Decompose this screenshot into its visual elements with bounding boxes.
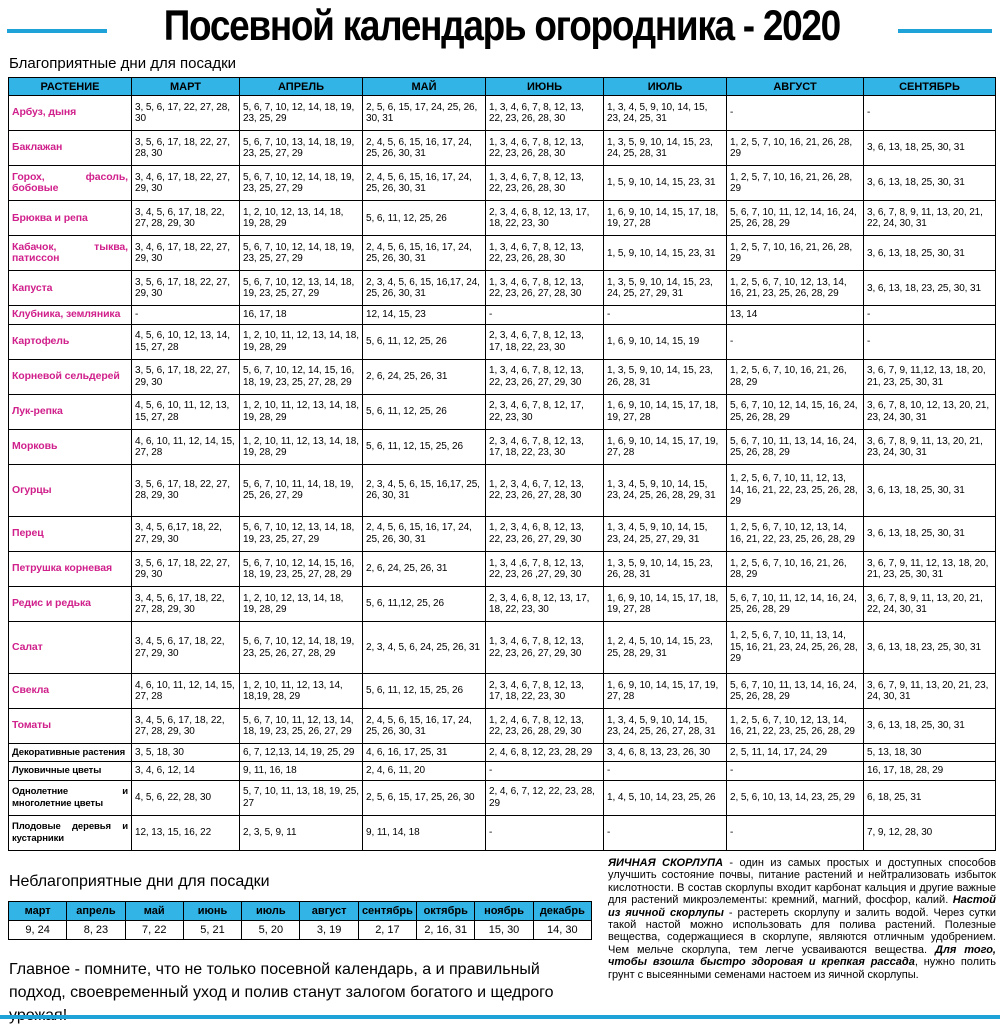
days-cell: 1, 6, 9, 10, 14, 15, 17, 18, 19, 27, 28 xyxy=(604,587,727,622)
plant-name: Баклажан xyxy=(9,131,132,166)
days-cell: 1, 3, 4, 6, 7, 8, 12, 13, 22, 23, 26, 27, 29, 30 xyxy=(486,622,604,674)
days-cell: 1, 6, 9, 10, 14, 15, 19 xyxy=(604,324,727,359)
days-cell: 6, 7, 12,13, 14, 19, 25, 29 xyxy=(240,744,363,762)
days-cell: 1, 2, 5, 6, 7, 10, 12, 13, 14, 16, 21, 22, 23, 25, 26, 28, 29 xyxy=(727,709,864,744)
days-cell: 2, 6, 24, 25, 26, 31 xyxy=(363,552,486,587)
days-cell: 5, 6, 11, 12, 15, 25, 26 xyxy=(363,429,486,464)
days-cell: 3, 4, 5, 6, 17, 18, 22, 27, 28, 29, 30 xyxy=(132,709,240,744)
plant-name: Клубника, земляника xyxy=(9,306,132,324)
table-row xyxy=(9,429,996,464)
days-cell: 1, 3, 5, 9, 10, 14, 15, 23, 26, 28, 31 xyxy=(604,552,727,587)
days-cell: 4, 5, 6, 22, 28, 30 xyxy=(132,780,240,815)
planting-table xyxy=(8,77,996,851)
days-cell: 5, 6, 7, 10, 12, 14, 15, 16, 18, 19, 23, 25, 27, 28, 29 xyxy=(240,552,363,587)
plant-name: Капуста xyxy=(9,271,132,306)
plant-name: Морковь xyxy=(9,429,132,464)
days-cell: - xyxy=(727,762,864,780)
title-rule-left xyxy=(7,29,107,33)
days-cell: 12, 14, 15, 23 xyxy=(363,306,486,324)
column-header: МАЙ xyxy=(363,78,486,96)
days-cell: 5, 6, 11, 12, 25, 26 xyxy=(363,324,486,359)
days-cell: - xyxy=(864,96,996,131)
days-cell: 3, 6, 7, 9, 11, 13, 20, 21, 23, 24, 30, 31 xyxy=(864,674,996,709)
days-cell: 5, 6, 7, 10, 12, 13, 14, 18, 19, 23, 25, 27, 29 xyxy=(240,516,363,551)
unfavorable-days-cell: 2, 16, 31 xyxy=(417,921,475,940)
days-cell: 1, 6, 9, 10, 14, 15, 17, 18, 19, 27, 28 xyxy=(604,201,727,236)
days-cell: 1, 2, 10, 12, 13, 14, 18, 19, 28, 29 xyxy=(240,587,363,622)
unfavorable-month: апрель xyxy=(67,902,125,921)
days-cell: 2, 4, 5, 6, 15, 16, 17, 24, 25, 26, 30, 31 xyxy=(363,131,486,166)
table-row xyxy=(9,166,996,201)
days-cell: 1, 5, 9, 10, 14, 15, 23, 31 xyxy=(604,236,727,271)
table-row xyxy=(9,815,996,850)
days-cell: 3, 4, 6, 12, 14 xyxy=(132,762,240,780)
days-cell: 2, 3, 5, 9, 11 xyxy=(240,815,363,850)
days-cell: 2, 3, 4, 6, 8, 12, 13, 17, 18, 22, 23, 30 xyxy=(486,201,604,236)
table-row xyxy=(9,201,996,236)
unfavorable-month: декабрь xyxy=(533,902,591,921)
unfavorable-month: июнь xyxy=(183,902,241,921)
days-cell: 1, 3, 4, 5, 9, 10, 14, 15, 23, 24, 25, 31 xyxy=(604,96,727,131)
plant-name: Однолетние и многолетние цветы xyxy=(9,780,132,815)
unfavorable-header-row xyxy=(9,902,592,921)
days-cell: 13, 14 xyxy=(727,306,864,324)
days-cell: 1, 2, 10, 11, 12, 13, 14, 18, 19, 28, 29 xyxy=(240,394,363,429)
unfavorable-days-cell: 5, 21 xyxy=(183,921,241,940)
days-cell: 1, 3, 5, 9, 10, 14, 15, 23, 24, 25, 27, 29, 31 xyxy=(604,271,727,306)
table-row xyxy=(9,359,996,394)
days-cell: 4, 6, 10, 11, 12, 14, 15, 27, 28 xyxy=(132,429,240,464)
days-cell: 5, 7, 10, 11, 13, 18, 19, 25, 27 xyxy=(240,780,363,815)
days-cell: 2, 5, 6, 15, 17, 24, 25, 26, 30, 31 xyxy=(363,96,486,131)
days-cell: 2, 4, 5, 6, 15, 16, 17, 24, 25, 26, 30, 31 xyxy=(363,516,486,551)
table-row xyxy=(9,622,996,674)
unfavorable-month: август xyxy=(300,902,358,921)
days-cell: 5, 6, 11, 12, 25, 26 xyxy=(363,201,486,236)
days-cell: 1, 2, 3, 4, 6, 7, 12, 13, 22, 23, 26, 27, 28, 30 xyxy=(486,465,604,517)
days-cell: 1, 2, 5, 7, 10, 16, 21, 26, 28, 29 xyxy=(727,166,864,201)
days-cell: 1, 2, 10, 12, 13, 14, 18, 19, 28, 29 xyxy=(240,201,363,236)
days-cell: 3, 6, 7, 8, 9, 11, 13, 20, 21, 22, 24, 30, 31 xyxy=(864,587,996,622)
days-cell: 1, 2, 5, 6, 7, 10, 16, 21, 26, 28, 29 xyxy=(727,359,864,394)
days-cell: 1, 3, 4, 6, 7, 8, 12, 13, 22, 23, 26, 27, 28, 30 xyxy=(486,271,604,306)
title-rule-right xyxy=(898,29,992,33)
days-cell: 1, 3, 5, 9, 10, 14, 15, 23, 24, 25, 28, 31 xyxy=(604,131,727,166)
days-cell: 2, 4, 5, 6, 15, 16, 17, 24, 25, 26, 30, 31 xyxy=(363,166,486,201)
days-cell: 1, 2, 4, 6, 7, 8, 12, 13, 22, 23, 26, 28, 29, 30 xyxy=(486,709,604,744)
plant-name: Декоративные растения xyxy=(9,744,132,762)
days-cell: 3, 6, 7, 9, 11,12, 13, 18, 20, 21, 23, 25, 30, 31 xyxy=(864,359,996,394)
days-cell: 3, 5, 18, 30 xyxy=(132,744,240,762)
days-cell: 1, 3, 4, 6, 7, 8, 12, 13, 22, 23, 26, 27, 29, 30 xyxy=(486,359,604,394)
days-cell: 2, 3, 4, 5, 6, 15, 16,17, 24, 25, 26, 30, 31 xyxy=(363,271,486,306)
table-row xyxy=(9,271,996,306)
days-cell: 4, 5, 6, 10, 11, 12, 13, 15, 27, 28 xyxy=(132,394,240,429)
days-cell: 5, 6, 7, 10, 12, 14, 18, 19, 23, 25, 29 xyxy=(240,96,363,131)
table-body xyxy=(9,96,996,851)
days-cell: 2, 4, 6, 8, 12, 23, 28, 29 xyxy=(486,744,604,762)
plant-name: Арбуз, дыня xyxy=(9,96,132,131)
days-cell: 1, 2, 5, 7, 10, 16, 21, 26, 28, 29 xyxy=(727,131,864,166)
days-cell: 2, 3, 4, 6, 7, 8, 12, 13, 17, 18, 22, 23, 30 xyxy=(486,324,604,359)
table-row xyxy=(9,552,996,587)
unfavorable-days-row xyxy=(9,921,592,940)
days-cell: 3, 6, 13, 18, 25, 30, 31 xyxy=(864,236,996,271)
days-cell: 4, 5, 6, 10, 12, 13, 14, 15, 27, 28 xyxy=(132,324,240,359)
table-row xyxy=(9,465,996,517)
column-header: ИЮЛЬ xyxy=(604,78,727,96)
table-row xyxy=(9,306,996,324)
unfavorable-month: сентябрь xyxy=(358,902,416,921)
days-cell: 3, 5, 6, 17, 18, 22, 27, 28, 30 xyxy=(132,131,240,166)
table-row xyxy=(9,674,996,709)
days-cell: 6, 18, 25, 31 xyxy=(864,780,996,815)
days-cell: 3, 6, 7, 8, 9, 11, 13, 20, 21, 22, 24, 30, 31 xyxy=(864,201,996,236)
plant-name: Перец xyxy=(9,516,132,551)
days-cell: 1, 3, 4, 6, 7, 8, 12, 13, 22, 23, 26, 28, 30 xyxy=(486,96,604,131)
days-cell: 2, 3, 4, 5, 6, 24, 25, 26, 31 xyxy=(363,622,486,674)
days-cell: - xyxy=(864,324,996,359)
days-cell: - xyxy=(486,815,604,850)
days-cell: 7, 9, 12, 28, 30 xyxy=(864,815,996,850)
days-cell: 2, 4, 5, 6, 15, 16, 17, 24, 25, 26, 30, 31 xyxy=(363,709,486,744)
unfavorable-month: май xyxy=(125,902,183,921)
column-header: МАРТ xyxy=(132,78,240,96)
plant-name: Томаты xyxy=(9,709,132,744)
unfavorable-month: октябрь xyxy=(417,902,475,921)
unfavorable-month: март xyxy=(9,902,67,921)
days-cell: - xyxy=(604,815,727,850)
days-cell: 1, 6, 9, 10, 14, 15, 17, 18, 19, 27, 28 xyxy=(604,394,727,429)
days-cell: 1, 2, 5, 6, 7, 10, 11, 13, 14, 15, 16, 21, 23, 24, 25, 26, 28, 29 xyxy=(727,622,864,674)
egg-tip-text-2: - растереть скорлупу и залить водой. Через сутки такой настой можно использовать для полива растений. Полезные вещества, содержащиеся в скорлупе, являются отличным удобрением. Чем мельче скорлупа, тем легче усваиваются вещества. xyxy=(608,906,996,956)
days-cell: - xyxy=(727,96,864,131)
days-cell: 1, 3, 4, 6, 7, 8, 12, 13, 22, 23, 26, 28, 30 xyxy=(486,131,604,166)
days-cell: 1, 2, 3, 4, 6, 8, 12, 13, 22, 23, 26, 27, 29, 30 xyxy=(486,516,604,551)
days-cell: 3, 4, 5, 6,17, 18, 22, 27, 29, 30 xyxy=(132,516,240,551)
days-cell: 5, 6, 7, 10, 11, 12, 14, 16, 24, 25, 26, 28, 29 xyxy=(727,201,864,236)
page-title: Посевной календарь огородника - 2020 xyxy=(163,2,840,50)
days-cell: 3, 6, 13, 18, 25, 30, 31 xyxy=(864,131,996,166)
plant-name: Плодовые деревья и кустарники xyxy=(9,815,132,850)
days-cell: 3, 6, 13, 18, 23, 25, 30, 31 xyxy=(864,271,996,306)
days-cell: 5, 6, 7, 10, 12, 14, 18, 19, 23, 25, 27, 29 xyxy=(240,166,363,201)
days-cell: 1, 6, 9, 10, 14, 15, 17, 19, 27, 28 xyxy=(604,429,727,464)
days-cell: 3, 6, 13, 18, 23, 25, 30, 31 xyxy=(864,622,996,674)
plant-name: Горох, фасоль, бобовые xyxy=(9,166,132,201)
egg-tip-text-3: , нужно полить грунт с высеянными семенами настоем из яичной скорлупы. xyxy=(608,956,996,981)
days-cell: 1, 2, 4, 5, 10, 14, 15, 23, 25, 28, 29, 31 xyxy=(604,622,727,674)
days-cell: 5, 6, 11, 12, 15, 25, 26 xyxy=(363,674,486,709)
days-cell: 3, 5, 6, 17, 22, 27, 28, 30 xyxy=(132,96,240,131)
days-cell: 5, 6, 7, 10, 12, 14, 15, 16, 18, 19, 23, 25, 27, 28, 29 xyxy=(240,359,363,394)
days-cell: 3, 4, 6, 8, 13, 23, 26, 30 xyxy=(604,744,727,762)
unfavorable-days-cell: 7, 22 xyxy=(125,921,183,940)
days-cell: 4, 6, 10, 11, 12, 14, 15, 27, 28 xyxy=(132,674,240,709)
days-cell: 2, 6, 24, 25, 26, 31 xyxy=(363,359,486,394)
column-header: ИЮНЬ xyxy=(486,78,604,96)
table-row xyxy=(9,780,996,815)
unfavorable-month: июль xyxy=(242,902,300,921)
unfavorable-days-cell: 3, 19 xyxy=(300,921,358,940)
days-cell: 1, 2, 10, 11, 12, 13, 14, 18,19, 28, 29 xyxy=(240,674,363,709)
plant-name: Редис и редька xyxy=(9,587,132,622)
days-cell: - xyxy=(727,324,864,359)
days-cell: 2, 3, 4, 6, 7, 8, 12, 17, 22, 23, 30 xyxy=(486,394,604,429)
days-cell: 2, 3, 4, 5, 6, 15, 16,17, 25, 26, 30, 31 xyxy=(363,465,486,517)
table-row xyxy=(9,236,996,271)
unfavorable-days-table xyxy=(8,901,592,940)
unfavorable-days-cell: 14, 30 xyxy=(533,921,591,940)
days-cell: 3, 6, 7, 8, 9, 11, 13, 20, 21, 23, 24, 30, 31 xyxy=(864,429,996,464)
days-cell: - xyxy=(486,762,604,780)
days-cell: 2, 3, 4, 6, 7, 8, 12, 13, 17, 18, 22, 23, 30 xyxy=(486,674,604,709)
days-cell: 1, 2, 5, 6, 7, 10, 12, 13, 14, 16, 21, 22, 23, 25, 26, 28, 29 xyxy=(727,516,864,551)
days-cell: 2, 4, 5, 6, 15, 16, 17, 24, 25, 26, 30, 31 xyxy=(363,236,486,271)
days-cell: 3, 6, 13, 18, 25, 30, 31 xyxy=(864,516,996,551)
days-cell: 1, 6, 9, 10, 14, 15, 17, 19, 27, 28 xyxy=(604,674,727,709)
column-header: АПРЕЛЬ xyxy=(240,78,363,96)
plant-name: Лук-репка xyxy=(9,394,132,429)
plant-name: Салат xyxy=(9,622,132,674)
unfavorable-days-cell: 5, 20 xyxy=(242,921,300,940)
egg-tip-text-1: - один из самых простых и доступных способов улучшить состояние почвы, питание растений и нейтрализовать избыток кислотности. В состав скорлупы входит карбонат кальция и другие важные для растений микроэлементы: кремний, магний, фосфор, калий. xyxy=(608,857,996,907)
favorable-days-title: Благоприятные дни для посадки xyxy=(9,55,237,72)
days-cell: 16, 17, 18 xyxy=(240,306,363,324)
unfavorable-days-title: Неблагоприятные дни для посадки xyxy=(9,873,270,890)
days-cell: 3, 4, 5, 6, 17, 18, 22, 27, 29, 30 xyxy=(132,622,240,674)
days-cell: 1, 4, 5, 10, 14, 23, 25, 26 xyxy=(604,780,727,815)
days-cell: 1, 2, 5, 7, 10, 16, 21, 26, 28, 29 xyxy=(727,236,864,271)
days-cell: 9, 11, 14, 18 xyxy=(363,815,486,850)
plant-name: Кабачок, тыква, патиссон xyxy=(9,236,132,271)
days-cell: 1, 3, 4 ,6, 7, 8, 12, 13, 22, 23, 26 ,27, 29, 30 xyxy=(486,552,604,587)
plant-name: Корневой сельдерей xyxy=(9,359,132,394)
days-cell: 5, 6, 11, 12, 25, 26 xyxy=(363,394,486,429)
days-cell: 1, 2, 5, 6, 7, 10, 16, 21, 26, 28, 29 xyxy=(727,552,864,587)
unfavorable-days-cell: 15, 30 xyxy=(475,921,533,940)
days-cell: 1, 2, 10, 11, 12, 13, 14, 18, 19, 28, 29 xyxy=(240,429,363,464)
table-row xyxy=(9,762,996,780)
days-cell: 5, 6, 7, 10, 12, 13, 14, 18, 19, 23, 25, 27, 29 xyxy=(240,271,363,306)
days-cell: - xyxy=(604,306,727,324)
days-cell: 5, 13, 18, 30 xyxy=(864,744,996,762)
days-cell: 1, 5, 9, 10, 14, 15, 23, 31 xyxy=(604,166,727,201)
table-row xyxy=(9,131,996,166)
days-cell: - xyxy=(132,306,240,324)
days-cell: 1, 3, 4, 6, 7, 8, 12, 13, 22, 23, 26, 28, 30 xyxy=(486,166,604,201)
table-row xyxy=(9,587,996,622)
days-cell: 2, 3, 4, 6, 8, 12, 13, 17, 18, 22, 23, 30 xyxy=(486,587,604,622)
table-header-row xyxy=(9,78,996,96)
egg-shell-tip xyxy=(608,857,996,981)
column-header: РАСТЕНИЕ xyxy=(9,78,132,96)
table-row xyxy=(9,709,996,744)
unfavorable-days-cell: 9, 24 xyxy=(9,921,67,940)
days-cell: - xyxy=(727,815,864,850)
days-cell: 3, 4, 5, 6, 17, 18, 22, 27, 28, 29, 30 xyxy=(132,201,240,236)
plant-name: Свекла xyxy=(9,674,132,709)
egg-tip-heading: ЯИЧНАЯ СКОРЛУПА xyxy=(608,857,724,869)
footer-note: Главное - помните, что не только посевной календарь, а и правильный подход, своевременный уход и полив станут залогом богатого и щедрого xyxy=(9,961,554,1001)
table-row xyxy=(9,744,996,762)
days-cell: 3, 4, 6, 17, 18, 22, 27, 29, 30 xyxy=(132,236,240,271)
plant-name: Петрушка корневая xyxy=(9,552,132,587)
days-cell: 1, 3, 4, 5, 9, 10, 14, 15, 23, 24, 25, 26, 27, 28, 31 xyxy=(604,709,727,744)
days-cell: 2, 5, 11, 14, 17, 24, 29 xyxy=(727,744,864,762)
days-cell: 3, 6, 7, 8, 10, 12, 13, 20, 21, 23, 24, 30, 31 xyxy=(864,394,996,429)
column-header: СЕНТЯБРЬ xyxy=(864,78,996,96)
days-cell: 1, 2, 10, 11, 12, 13, 14, 18, 19, 28, 29 xyxy=(240,324,363,359)
days-cell: 5, 6, 7, 10, 11, 12, 13, 14, 18, 19, 23, 25, 26, 27, 29 xyxy=(240,709,363,744)
days-cell: 5, 6, 11,12, 25, 26 xyxy=(363,587,486,622)
days-cell: 1, 3, 5, 9, 10, 14, 15, 23, 26, 28, 31 xyxy=(604,359,727,394)
days-cell: 2, 4, 6, 11, 20 xyxy=(363,762,486,780)
days-cell: 5, 6, 7, 10, 12, 14, 18, 19, 23, 25, 27, 29 xyxy=(240,236,363,271)
days-cell: 5, 6, 7, 10, 11, 13, 14, 16, 24, 25, 26, 28, 29 xyxy=(727,429,864,464)
days-cell: - xyxy=(864,306,996,324)
unfavorable-days-cell: 8, 23 xyxy=(67,921,125,940)
column-header: АВГУСТ xyxy=(727,78,864,96)
days-cell: 5, 6, 7, 10, 11, 13, 14, 16, 24, 25, 26, 28, 29 xyxy=(727,674,864,709)
days-cell: 16, 17, 18, 28, 29 xyxy=(864,762,996,780)
plant-name: Брюква и репа xyxy=(9,201,132,236)
days-cell: 3, 5, 6, 17, 18, 22, 27, 29, 30 xyxy=(132,359,240,394)
days-cell: 9, 11, 16, 18 xyxy=(240,762,363,780)
table-row xyxy=(9,516,996,551)
days-cell: 5, 6, 7, 10, 12, 14, 18, 19, 23, 25, 26, 27, 28, 29 xyxy=(240,622,363,674)
egg-tip-emphasis-1: Настой из яичной скорлупы xyxy=(608,894,996,919)
days-cell: 1, 2, 5, 6, 7, 10, 12, 13, 14, 16, 21, 23, 25, 26, 28, 29 xyxy=(727,271,864,306)
days-cell: 4, 6, 16, 17, 25, 31 xyxy=(363,744,486,762)
unfavorable-month: ноябрь xyxy=(475,902,533,921)
days-cell: 3, 4, 6, 17, 18, 22, 27, 29, 30 xyxy=(132,166,240,201)
plant-name: Луковичные цветы xyxy=(9,762,132,780)
title-bar xyxy=(0,2,1000,50)
table-row xyxy=(9,394,996,429)
days-cell: - xyxy=(486,306,604,324)
days-cell: 5, 6, 7, 10, 11, 14, 18, 19, 25, 26, 27, 29 xyxy=(240,465,363,517)
days-cell: 12, 13, 15, 16, 22 xyxy=(132,815,240,850)
days-cell: 5, 6, 7, 10, 13, 14, 18, 19, 23, 25, 27, 29 xyxy=(240,131,363,166)
days-cell: 3, 6, 13, 18, 25, 30, 31 xyxy=(864,465,996,517)
days-cell: 1, 3, 4, 5, 9, 10, 14, 15, 23, 24, 25, 27, 29, 31 xyxy=(604,516,727,551)
days-cell: 2, 5, 6, 10, 13, 14, 23, 25, 29 xyxy=(727,780,864,815)
days-cell: 3, 5, 6, 17, 18, 22, 27, 29, 30 xyxy=(132,271,240,306)
egg-tip-emphasis-2: Для того, чтобы взошла быстро здоровая и крепкая рассада xyxy=(608,943,996,969)
days-cell: 5, 6, 7, 10, 11, 12, 14, 16, 24, 25, 26, 28, 29 xyxy=(727,587,864,622)
days-cell: 3, 6, 13, 18, 25, 30, 31 xyxy=(864,709,996,744)
days-cell: 2, 5, 6, 15, 17, 25, 26, 30 xyxy=(363,780,486,815)
days-cell: - xyxy=(604,762,727,780)
table-row xyxy=(9,96,996,131)
days-cell: 3, 6, 7, 9, 11, 12, 13, 18, 20, 21, 23, 25, 30, 31 xyxy=(864,552,996,587)
bottom-rule xyxy=(0,1015,1000,1019)
days-cell: 3, 5, 6, 17, 18, 22, 27, 28, 29, 30 xyxy=(132,465,240,517)
days-cell: 3, 4, 5, 6, 17, 18, 22, 27, 28, 29, 30 xyxy=(132,587,240,622)
plant-name: Картофель xyxy=(9,324,132,359)
days-cell: 1, 3, 4, 6, 7, 8, 12, 13, 22, 23, 26, 28, 30 xyxy=(486,236,604,271)
unfavorable-days-cell: 2, 17 xyxy=(358,921,416,940)
table-row xyxy=(9,324,996,359)
days-cell: 2, 4, 6, 7, 12, 22, 23, 28, 29 xyxy=(486,780,604,815)
days-cell: 5, 6, 7, 10, 12, 14, 15, 16, 24, 25, 26, 28, 29 xyxy=(727,394,864,429)
days-cell: 3, 6, 13, 18, 25, 30, 31 xyxy=(864,166,996,201)
days-cell: 1, 2, 5, 6, 7, 10, 11, 12, 13, 14, 16, 21, 22, 23, 25, 26, 28, 29 xyxy=(727,465,864,517)
days-cell: 2, 3, 4, 6, 7, 8, 12, 13, 17, 18, 22, 23, 30 xyxy=(486,429,604,464)
plant-name: Огурцы xyxy=(9,465,132,517)
days-cell: 1, 3, 4, 5, 9, 10, 14, 15, 23, 24, 25, 26, 28, 29, 31 xyxy=(604,465,727,517)
days-cell: 3, 5, 6, 17, 18, 22, 27, 29, 30 xyxy=(132,552,240,587)
